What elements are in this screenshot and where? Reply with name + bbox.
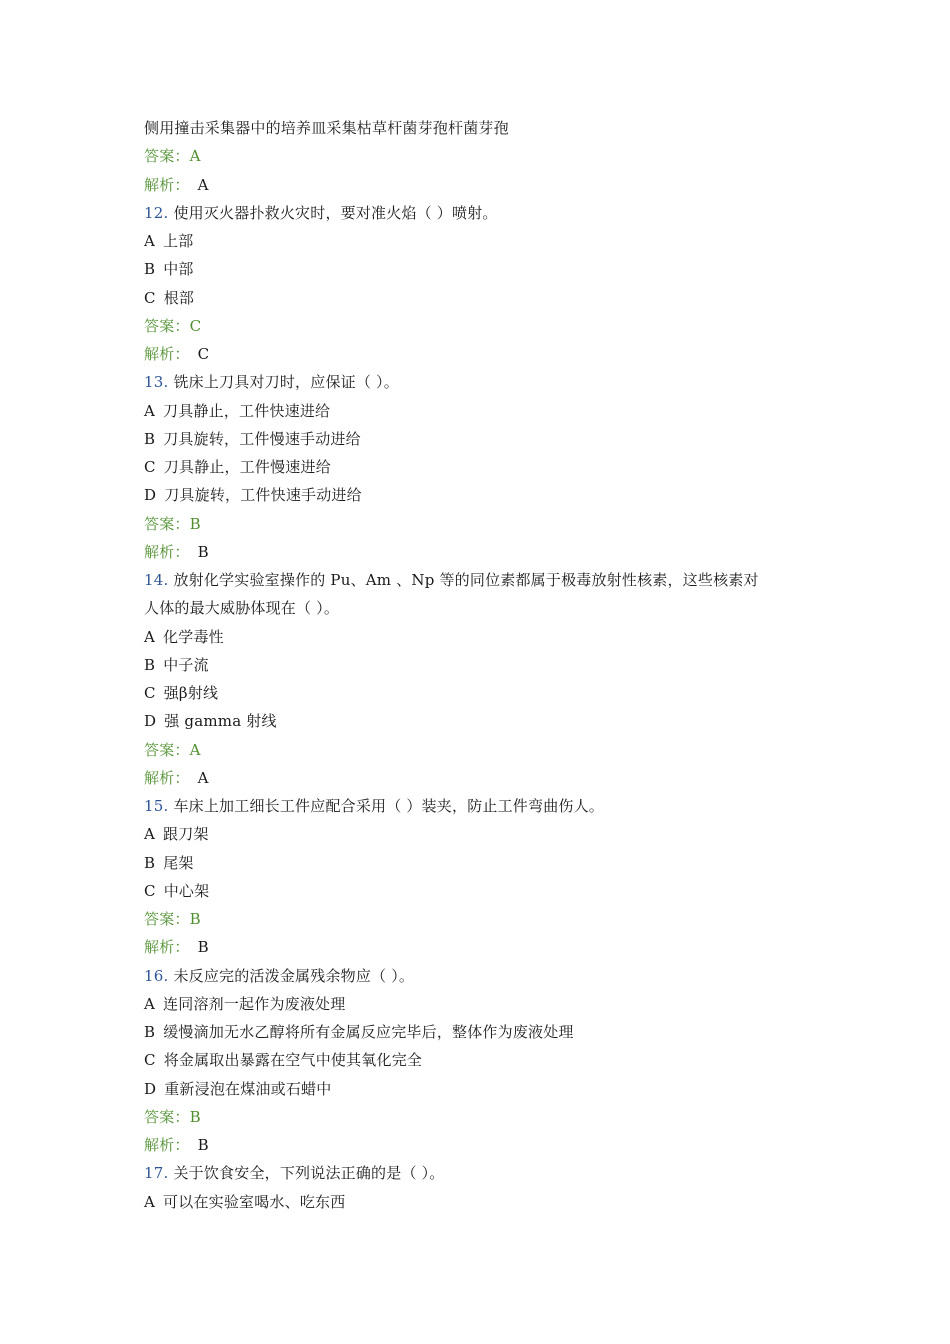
question-block (144, 792, 824, 962)
question-list (144, 199, 824, 1216)
question-number: 16. (144, 966, 169, 985)
analysis-label: 解析： (144, 768, 190, 787)
analysis-value: B (197, 1136, 209, 1154)
document-page (144, 114, 824, 1216)
option-text: 刀具静止，工件慢速进给 (163, 458, 331, 476)
option-letter: C (144, 288, 156, 307)
option-text: 根部 (163, 288, 195, 307)
answer-value: B (189, 514, 201, 533)
analysis-label: 解析： (144, 1136, 190, 1154)
analysis-line (144, 933, 824, 961)
answer-line (144, 142, 824, 170)
question-stem (144, 792, 824, 820)
question-stem (144, 594, 824, 622)
lead-in-text: 侧用撞击采集器中的培养皿采集枯草杆菌芽孢杆菌芽孢 (144, 119, 509, 137)
question-text: 未反应完的活泼金属残余物应（ ）。 (173, 966, 415, 985)
option-text: 尾架 (163, 853, 194, 872)
option-line (144, 284, 824, 312)
question-block (144, 566, 824, 792)
option-text: 可以在实验室喝水、吃东西 (163, 1192, 346, 1211)
question-text: 车床上加工细长工件应配合采用（ ）装夹，防止工件弯曲伤人。 (173, 797, 605, 815)
question-number: 12. (144, 203, 169, 222)
option-letter: C (144, 458, 156, 476)
option-text: 刀具旋转，工件快速手动进给 (164, 486, 362, 505)
question-stem (144, 566, 824, 594)
option-line (144, 453, 824, 481)
answer-label: 答案： (144, 910, 190, 928)
answer-value: B (189, 910, 201, 928)
option-line (144, 481, 824, 509)
option-text: 中部 (163, 260, 194, 279)
option-letter: A (144, 627, 156, 646)
analysis-line (144, 538, 824, 566)
analysis-value: A (197, 175, 209, 194)
option-line (144, 820, 824, 848)
option-text: 跟刀架 (163, 825, 209, 844)
answer-line (144, 312, 824, 340)
option-letter: C (144, 881, 156, 900)
option-line (144, 623, 824, 651)
option-letter: C (144, 1051, 156, 1070)
question-text: 关于饮食安全，下列说法正确的是（ ）。 (173, 1164, 445, 1183)
answer-label: 答案： (144, 1107, 190, 1126)
analysis-line (144, 1131, 824, 1159)
answer-label: 答案： (144, 316, 190, 335)
answer-value: B (189, 1107, 201, 1126)
answer-label: 答案： (144, 740, 190, 759)
answer-value: A (189, 740, 201, 759)
question-block (144, 199, 824, 369)
option-line (144, 1075, 824, 1103)
question-stem (144, 962, 824, 990)
question-number: 17. (144, 1164, 169, 1183)
analysis-label: 解析： (144, 345, 190, 363)
option-letter: C (144, 684, 156, 702)
analysis-label: 解析： (144, 542, 190, 561)
option-line (144, 651, 824, 679)
analysis-line (144, 171, 824, 199)
answer-line (144, 905, 824, 933)
option-line (144, 1018, 824, 1046)
option-text: 将金属取出暴露在空气中使其氧化完全 (163, 1051, 423, 1070)
option-letter: B (144, 853, 156, 872)
option-line (144, 849, 824, 877)
option-line (144, 707, 824, 735)
answer-line (144, 510, 824, 538)
question-number: 14. (144, 571, 169, 589)
option-text: 强 gamma 射线 (164, 712, 277, 731)
question-block (144, 1159, 824, 1216)
option-letter: B (144, 260, 156, 279)
option-line (144, 425, 824, 453)
option-text: 中子流 (163, 655, 209, 674)
question-number: 15. (144, 797, 169, 815)
question-text: 放射化学实验室操作的 Pu、Am 、Np 等的同位素都属于极毒放射性核素，这些核素对 (173, 571, 759, 589)
analysis-label: 解析： (144, 938, 190, 957)
option-line (144, 227, 824, 255)
analysis-value: A (197, 768, 209, 787)
option-text: 刀具旋转，工件慢速手动进给 (163, 429, 361, 448)
option-text: 强β射线 (163, 684, 219, 702)
question-block (144, 962, 824, 1160)
option-line (144, 679, 824, 707)
question-stem (144, 1159, 824, 1187)
option-text: 缓慢滴加无水乙醇将所有金属反应完毕后，整体作为废液处理 (163, 1023, 574, 1041)
answer-value: C (189, 316, 202, 335)
answer-line (144, 1103, 824, 1131)
option-letter: D (144, 486, 157, 505)
analysis-value: B (197, 938, 209, 957)
option-line (144, 1188, 824, 1216)
question-text: 使用灭火器扑救火灾时，要对准火焰（ ）喷射。 (173, 203, 498, 222)
option-letter: B (144, 655, 156, 674)
option-text: 连同溶剂一起作为废液处理 (163, 994, 346, 1013)
option-letter: A (144, 232, 156, 250)
analysis-value: C (197, 345, 210, 363)
analysis-line (144, 764, 824, 792)
answer-value: A (189, 147, 201, 166)
option-text: 中心架 (163, 881, 210, 900)
answer-line (144, 736, 824, 764)
answer-label: 答案： (144, 147, 190, 166)
question-block (144, 368, 824, 566)
question-text: 铣床上刀具对刀时，应保证（ ）。 (173, 373, 399, 392)
option-letter: A (144, 401, 156, 420)
option-letter: A (144, 1192, 156, 1211)
analysis-label: 解析： (144, 175, 190, 194)
option-text: 重新浸泡在煤油或石蜡中 (164, 1079, 332, 1098)
question-stem (144, 199, 824, 227)
option-text: 化学毒性 (163, 627, 224, 646)
option-text: 刀具静止，工件快速进给 (163, 401, 331, 420)
option-line (144, 397, 824, 425)
option-letter: D (144, 712, 157, 731)
question-number: 13. (144, 373, 169, 392)
option-letter: D (144, 1079, 157, 1098)
option-letter: A (144, 994, 156, 1013)
question-text: 人体的最大威胁体现在（ ）。 (144, 599, 340, 618)
option-line (144, 877, 824, 905)
option-line (144, 255, 824, 283)
question-stem (144, 368, 824, 396)
analysis-value: B (197, 542, 209, 561)
option-letter: B (144, 429, 156, 448)
option-letter: B (144, 1023, 156, 1041)
option-letter: A (144, 825, 156, 844)
option-line (144, 1046, 824, 1074)
answer-label: 答案： (144, 514, 190, 533)
option-text: 上部 (163, 232, 194, 250)
analysis-line (144, 340, 824, 368)
option-line (144, 990, 824, 1018)
